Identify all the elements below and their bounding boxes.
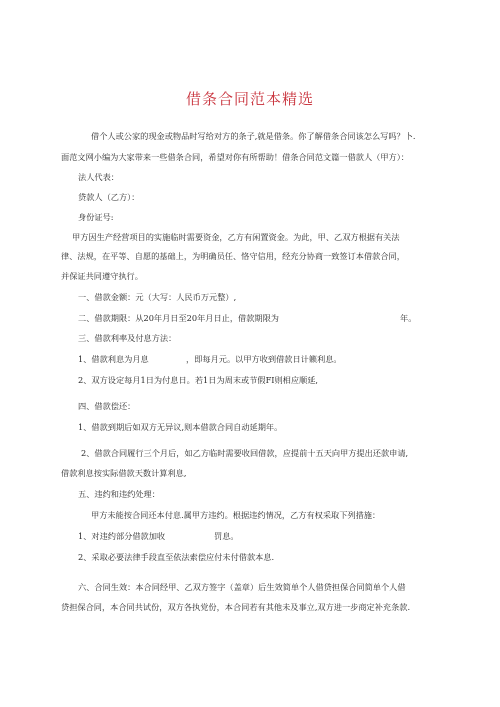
paragraph-line-8: 并保证共同遵守执行。 bbox=[61, 271, 143, 281]
paragraph-line-2: 面范文网小编为大家带来一些借条合同，希望对你有所帮助！借条合同范文篇一借款人（甲方）： bbox=[61, 152, 409, 162]
clause-loan-amount: 一、借款金额：元（大写：人民币万元整）, bbox=[78, 292, 237, 302]
clause-loan-term-unit: 年。 bbox=[400, 313, 417, 323]
paragraph-line-1: 借个人或公家的现金或物品时写给对方的条子,就是借条。你了解借条合同该怎么写吗？卜. bbox=[91, 131, 416, 141]
interest-item-2: 2、双方设定每月1日为付息日。若1日为周末或节假FI则相应顺延, bbox=[78, 375, 319, 385]
clause-effect-line-1: 六、合同生效：本合同经甲、乙双方签字（盖章）后生效简单个人借贷担保合同简单个人借 bbox=[78, 582, 406, 592]
clause-repayment-heading: 四、借款偿还： bbox=[78, 401, 136, 411]
paragraph-line-7: 律、法规，在平等、自愿的基础上，为明确员任、恪守信用，经充分协商一致签订本借款合同， bbox=[61, 251, 405, 261]
lender-label: 贷款人（乙方）： bbox=[78, 192, 140, 202]
breach-item-1-continued: 罚息。 bbox=[214, 531, 239, 541]
document-title: 借条合同范本精选 bbox=[185, 90, 314, 108]
breach-item-1: 1、对违约部分借款加收 bbox=[78, 531, 166, 541]
repayment-item-2: 2、借款合同履行三个月后，如乙方临时需要收回借款，应提前十五天向甲方提出还款申请, bbox=[81, 448, 409, 458]
clause-breach-heading: 五、违约和违约处理： bbox=[78, 489, 160, 499]
legal-representative-label: 法人代表： bbox=[78, 172, 119, 182]
breach-item-2: 2、采取必要法律手段直至依法索偿应付未付借款本息. bbox=[78, 552, 275, 562]
clause-interest-heading: 三、借款利率及付息方法： bbox=[78, 333, 177, 343]
repayment-item-2-continued: 借款利息按实际借款天数计算利息, bbox=[61, 468, 187, 478]
clause-loan-term: 二、借款期限：从20年月日至20年月日止，借款期限为 bbox=[78, 313, 279, 323]
interest-item-1-continued: ，即每月元。以甲方收到借款日计籁利息。 bbox=[186, 354, 342, 364]
paragraph-line-6: 甲方因生产经营项目的实施临时需要资金，乙方有闲置资金。为此，甲、乙双方根据有关法 bbox=[72, 232, 400, 242]
interest-item-1: 1、借款利息为月息 bbox=[78, 354, 149, 364]
id-number-label: 身份证号: bbox=[78, 212, 114, 222]
breach-paragraph: 甲方未能按合同还本付息.属甲方违约。根据违约情况，乙方有权采取下列措施： bbox=[91, 510, 381, 520]
repayment-item-1: 1、借款到期后如双方无异议,则本借款合同自动延期年。 bbox=[78, 422, 283, 432]
clause-effect-line-2: 贷担保合同，本合同共试份，双方各执党份，本合同若有其他未及事立,双方进一步商定补充条款. bbox=[61, 602, 411, 612]
